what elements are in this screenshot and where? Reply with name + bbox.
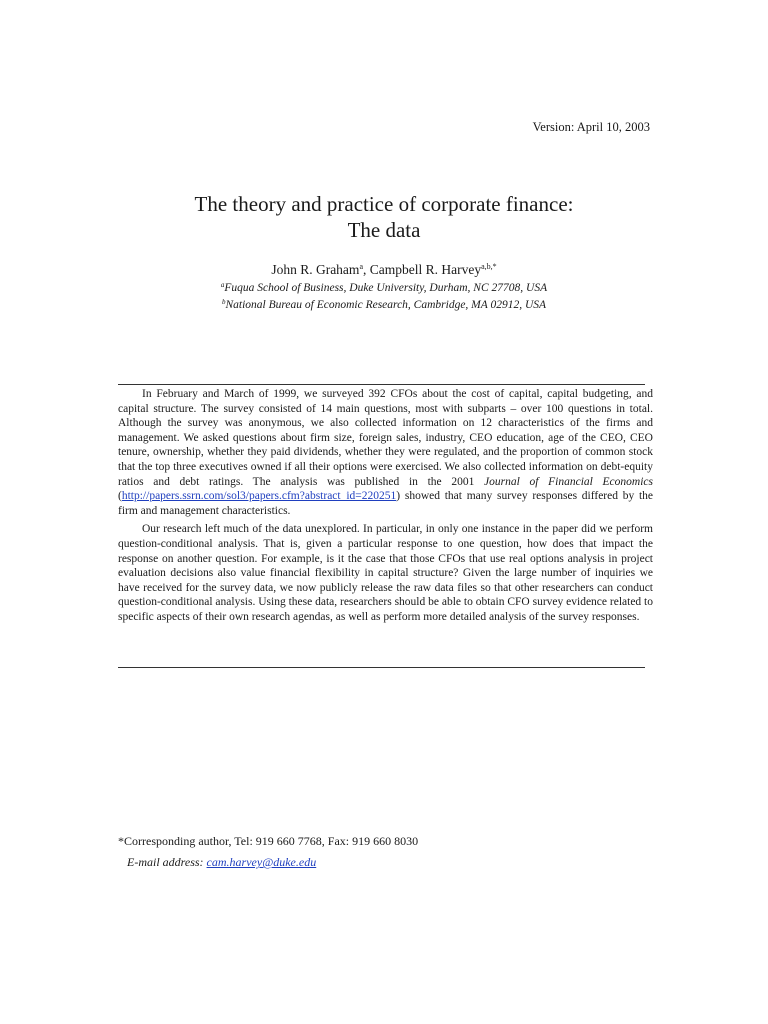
paper-title-line-1: The theory and practice of corporate finance: <box>194 192 574 216</box>
abstract-p1-text: In February and March of 1999, we surveyed 392 CFOs about the cost of capital, capital budgeting, and capital structure. The survey consisted of 14 main questions, most with subparts – over 100 questions in total. Although the survey was anonymous, we also collected information on 12 characteristics of the firms and management. We asked questions about firm size, foreign sales, industry, CEO education, age of the CEO, CEO tenure, ownership, whether they paid dividends, whether they were regulated, and the proportion of common stock that the top three executives owned if all their options were exercised. We also collected information on debt-equity ratios and debt ratings. The analysis was published in the 2001 <box>118 388 653 488</box>
email-label: E-mail address: <box>127 855 207 869</box>
email-link[interactable]: cam.harvey@duke.edu <box>206 855 317 869</box>
version-date: Version: April 10, 2003 <box>532 120 650 134</box>
author-harvey: Campbell R. Harvey <box>369 262 482 277</box>
abstract-p1-text-end: ) showed that many survey responses differed by the firm and management characteristics. <box>118 490 653 517</box>
affiliation-mark: a <box>220 281 225 289</box>
author-list <box>0 262 768 278</box>
affiliation-mark: b <box>221 298 226 306</box>
affiliation-nber <box>0 298 768 311</box>
journal-name: Journal of Financial Economics <box>484 475 653 488</box>
abstract-paragraph-2: Our research left much of the data unexplored. In particular, in only one instance in the paper did we perform question-conditional analysis. That is, given a particular response to one question, how does that impact the response on another question. For example, is it the case that those CFOs that use real options analysis in project evaluation decisions also value financial flexibility in capital structure? Given the large number of inquiries we have received for the survey data, we now publicly release the raw data files so that other researchers can conduct question-conditional analysis. Using these data, researchers should be able to obtain CFO survey evidence related to specific aspects of their own research agendas, as well as perform more detailed analysis of the survey responses. <box>118 523 653 623</box>
author-separator: , <box>363 262 370 277</box>
abstract <box>118 387 653 625</box>
abstract-top-rule <box>118 384 645 385</box>
author-graham: John R. Graham <box>271 262 360 277</box>
affiliation-text: National Bureau of Economic Research, Cambridge, MA 02912, USA <box>225 299 547 311</box>
author-graham-affil-mark: a <box>359 262 363 271</box>
paper-title <box>0 191 768 243</box>
email-line <box>127 855 316 870</box>
corresponding-author-note: *Corresponding author, Tel: 919 660 7768, Fax: 919 660 8030 <box>118 834 419 848</box>
author-harvey-affil-mark: a,b,* <box>481 262 497 271</box>
abstract-p1-paren: ( <box>118 490 122 503</box>
affiliation-text: Fuqua School of Business, Duke University, Durham, NC 27708, USA <box>224 282 548 294</box>
paper-title-line-2: The data <box>347 218 421 242</box>
affiliation-fuqua <box>0 281 768 294</box>
abstract-bottom-rule <box>118 667 645 668</box>
ssrn-paper-link[interactable]: http://papers.ssrn.com/sol3/papers.cfm?abstract_id=220251 <box>121 490 397 503</box>
abstract-paragraph-1 <box>118 387 653 518</box>
